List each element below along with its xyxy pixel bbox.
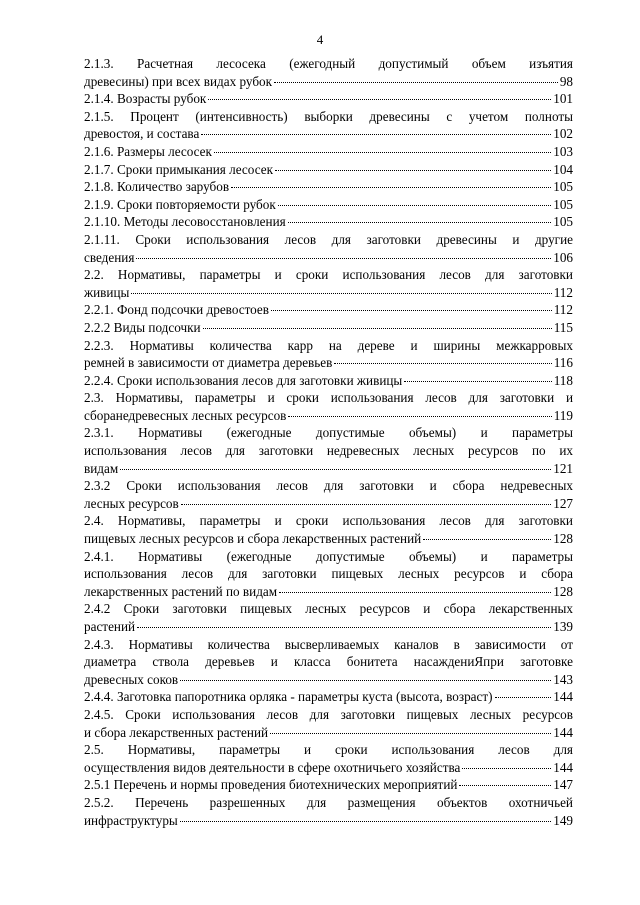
toc-entry-last-line — [84, 618, 573, 636]
toc-entry-title: древесины) при всех видах рубок — [84, 73, 273, 89]
toc-entry[interactable] — [84, 231, 573, 266]
toc-entry-last-line — [84, 759, 573, 777]
dot-leader — [278, 205, 551, 206]
toc-entry[interactable] — [84, 90, 573, 108]
toc-page-number: 112 — [553, 302, 573, 318]
toc-entry-text-line: 2.1.5. Процент (интенсивность) выборки древесины с учетом полноты — [84, 108, 573, 124]
toc-entry-last-line — [84, 125, 573, 143]
toc-entry-text-line: 2.2. Нормативы, параметры и сроки использования лесов для заготовки — [84, 267, 573, 283]
toc-entry[interactable] — [84, 108, 573, 143]
toc-entry-text-line: 2.1.3. Расчетная лесосека (ежегодный допустимый объем изъятия — [84, 56, 573, 71]
toc-entry[interactable] — [84, 319, 573, 337]
toc-entry-text-line: 2.2.3. Нормативы количества карр на дереве и ширины межкарровых — [84, 337, 573, 353]
toc-entry-last-line — [84, 284, 573, 302]
toc-entry[interactable] — [84, 372, 573, 390]
dot-leader — [136, 258, 551, 259]
toc-page-number: 144 — [553, 724, 573, 740]
toc-page-number: 139 — [553, 619, 573, 634]
dot-leader — [462, 768, 551, 769]
toc-entry-title: 2.1.8. Количество зарубов — [84, 179, 230, 195]
toc-entry-text-line: диаметра ствола деревьев и класса бонитета насаждениЯпри заготовке — [84, 654, 573, 670]
toc-entry-text-line: 2.3. Нормативы, параметры и сроки использования лесов для заготовки и — [84, 390, 573, 406]
toc-entry[interactable] — [84, 706, 573, 741]
toc-entry-last-line — [84, 407, 573, 425]
toc-page-number: 112 — [553, 284, 573, 300]
dot-leader — [495, 697, 552, 698]
toc-page-number: 127 — [553, 495, 573, 511]
toc-page-number: 128 — [553, 531, 573, 547]
toc-entry-title: 2.4.4. Заготовка папоротника орляка - параметры куста (высота, возраст) — [84, 689, 493, 705]
toc-entry[interactable] — [84, 55, 573, 90]
toc-entry-title: растений — [84, 619, 136, 634]
toc-entry-text-line: 2.3.2 Сроки использования лесов для заготовки и сбора недревесных — [84, 478, 573, 494]
toc-page-number: 143 — [553, 671, 573, 687]
toc-entry[interactable] — [84, 688, 573, 706]
toc-entry-title: лесных ресурсов — [84, 495, 179, 511]
dot-leader — [279, 592, 551, 593]
dot-leader — [120, 469, 551, 470]
toc-entry-last-line — [84, 495, 573, 513]
toc-entry-last-line — [84, 143, 573, 161]
toc-entry-last-line — [84, 196, 573, 214]
dot-leader — [404, 381, 551, 382]
toc-page-number: 102 — [553, 126, 573, 142]
toc-entry[interactable] — [84, 337, 573, 372]
toc-entry-last-line — [84, 776, 573, 794]
dot-leader — [271, 310, 552, 311]
toc-entry[interactable] — [84, 266, 573, 301]
toc-entry[interactable] — [84, 424, 573, 477]
toc-page-number: 144 — [553, 689, 573, 705]
toc-entry-last-line — [84, 354, 573, 372]
toc-entry-title: 2.1.7. Сроки примыкания лесосек — [84, 161, 273, 177]
toc-entry-title: 2.1.4. Возрасты рубок — [84, 91, 207, 107]
dot-leader — [459, 785, 551, 786]
toc-entry-title: 2.1.10. Методы лесовосстановления — [84, 214, 286, 230]
toc-entry-last-line — [84, 812, 573, 830]
dot-leader — [131, 293, 551, 294]
dot-leader — [231, 187, 551, 188]
toc-entry-title: древостоя, и состава — [84, 126, 200, 142]
toc-entry-title: сведения — [84, 249, 135, 265]
toc-page-number: 105 — [553, 214, 573, 230]
dot-leader — [288, 416, 551, 417]
toc-entry-title: 2.1.6. Размеры лесосек — [84, 143, 212, 159]
toc-entry[interactable] — [84, 213, 573, 231]
toc-entry-text-line: использования лесов для заготовки пищевых лесных ресурсов и сбора — [84, 566, 573, 582]
page-number: 4 — [316, 32, 324, 47]
dot-leader — [203, 328, 552, 329]
toc-entry[interactable] — [84, 636, 573, 689]
toc-entry-text-line: 2.4.5. Сроки использования лесов для заготовки пищевых лесных ресурсов — [84, 706, 573, 722]
toc-entry[interactable] — [84, 477, 573, 512]
dot-leader — [214, 152, 551, 153]
toc-entry[interactable] — [84, 794, 573, 829]
dot-leader — [288, 222, 552, 223]
dot-leader — [274, 82, 558, 83]
toc-page-number: 116 — [553, 355, 573, 371]
toc-entry-last-line — [84, 301, 573, 319]
toc-entry-last-line — [84, 161, 573, 179]
toc-page-number: 104 — [553, 161, 573, 177]
toc-entry-last-line — [84, 73, 573, 91]
dot-leader — [334, 363, 551, 364]
toc-entry[interactable] — [84, 512, 573, 547]
dot-leader — [270, 733, 551, 734]
toc-entry[interactable] — [84, 600, 573, 635]
toc-entry-text-line: 2.5.2. Перечень разрешенных для размещения объектов охотничьей — [84, 794, 573, 810]
toc-entry-last-line — [84, 178, 573, 196]
toc-entry-title: видам — [84, 460, 119, 476]
toc-page-number: 121 — [553, 460, 573, 476]
dot-leader — [137, 627, 551, 628]
toc-entry-title: 2.5.1 Перечень и нормы проведения биотехнических мероприятий — [84, 777, 458, 793]
toc-entry-text-line: использования лесов для заготовки недревесных лесных ресурсов по их — [84, 443, 573, 459]
toc-entry-last-line — [84, 249, 573, 267]
dot-leader — [201, 134, 551, 135]
toc-entry-title: и сбора лекарственных растений — [84, 724, 269, 740]
toc-page-number: 118 — [553, 372, 573, 388]
toc-page-number: 105 — [553, 179, 573, 195]
toc-entry[interactable] — [84, 548, 573, 601]
toc-entry-title: 2.1.9. Сроки повторяемости рубок — [84, 196, 276, 212]
toc-entry-last-line — [84, 90, 573, 108]
toc-entry[interactable] — [84, 161, 573, 179]
table-of-contents — [84, 55, 573, 829]
toc-entry-title: 2.2.1. Фонд подсочки древостоев — [84, 302, 270, 318]
toc-page-number: 115 — [553, 319, 573, 335]
toc-page-number: 147 — [553, 777, 573, 793]
toc-entry-last-line — [84, 583, 573, 601]
toc-entry-title: 2.2.2 Виды подсочки — [84, 319, 201, 335]
toc-entry-title: пищевых лесных ресурсов и сбора лекарственных растений — [84, 531, 422, 547]
dot-leader — [180, 821, 551, 822]
toc-entry-last-line — [84, 213, 573, 231]
toc-entry-title: ремней в зависимости от диаметра деревьев — [84, 355, 333, 371]
toc-entry-title: лекарственных растений по видам — [84, 583, 278, 599]
toc-entry-text-line: 2.4.2 Сроки заготовки пищевых лесных ресурсов и сбора лекарственных — [84, 601, 573, 617]
toc-entry-title: осуществления видов деятельности в сфере охотничьего хозяйства — [84, 759, 461, 775]
toc-entry-title: древесных соков — [84, 671, 179, 687]
toc-entry[interactable] — [84, 741, 573, 776]
toc-entry-last-line — [84, 319, 573, 337]
dot-leader — [180, 680, 551, 681]
toc-entry-title: живицы — [84, 284, 130, 300]
toc-entry-last-line — [84, 530, 573, 548]
toc-page-number: 98 — [559, 73, 573, 89]
toc-entry-title: инфраструктуры — [84, 812, 178, 828]
toc-page-number: 119 — [553, 407, 573, 423]
toc-entry-last-line — [84, 372, 573, 390]
toc-page-number: 103 — [553, 143, 573, 159]
toc-entry[interactable] — [84, 178, 573, 196]
dot-leader — [275, 170, 551, 171]
toc-page-number: 128 — [553, 583, 573, 599]
toc-entry-text-line: 2.4. Нормативы, параметры и сроки использования лесов для заготовки — [84, 513, 573, 529]
toc-entry[interactable] — [84, 776, 573, 794]
toc-entry-text-line: 2.4.1. Нормативы (ежегодные допустимые объемы) и параметры — [84, 548, 573, 564]
toc-page-number: 149 — [553, 812, 573, 828]
toc-entry[interactable] — [84, 196, 573, 214]
toc-entry-title: 2.2.4. Сроки использования лесов для заготовки живицы — [84, 372, 403, 388]
toc-entry-last-line — [84, 724, 573, 742]
dot-leader — [208, 99, 551, 100]
toc-page-number: 144 — [553, 759, 573, 775]
toc-entry-last-line — [84, 688, 573, 706]
toc-entry[interactable] — [84, 301, 573, 319]
toc-entry-text-line: 2.4.3. Нормативы количества высверливаемых каналов в зависимости от — [84, 636, 573, 652]
toc-entry-text-line: 2.1.11. Сроки использования лесов для заготовки древесины и другие — [84, 231, 573, 247]
toc-entry-text-line: 2.5. Нормативы, параметры и сроки использования лесов для — [84, 742, 573, 758]
toc-entry-last-line — [84, 460, 573, 478]
toc-entry-title: сборанедревесных лесных ресурсов — [84, 407, 287, 423]
toc-entry-text-line: 2.3.1. Нормативы (ежегодные допустимые объемы) и параметры — [84, 425, 573, 441]
toc-page-number: 101 — [553, 91, 573, 107]
toc-entry[interactable] — [84, 143, 573, 161]
dot-leader — [181, 504, 551, 505]
dot-leader — [423, 539, 551, 540]
toc-entry[interactable] — [84, 389, 573, 424]
toc-page-number: 105 — [553, 196, 573, 212]
toc-page-number: 106 — [553, 249, 573, 265]
toc-entry-last-line — [84, 671, 573, 689]
